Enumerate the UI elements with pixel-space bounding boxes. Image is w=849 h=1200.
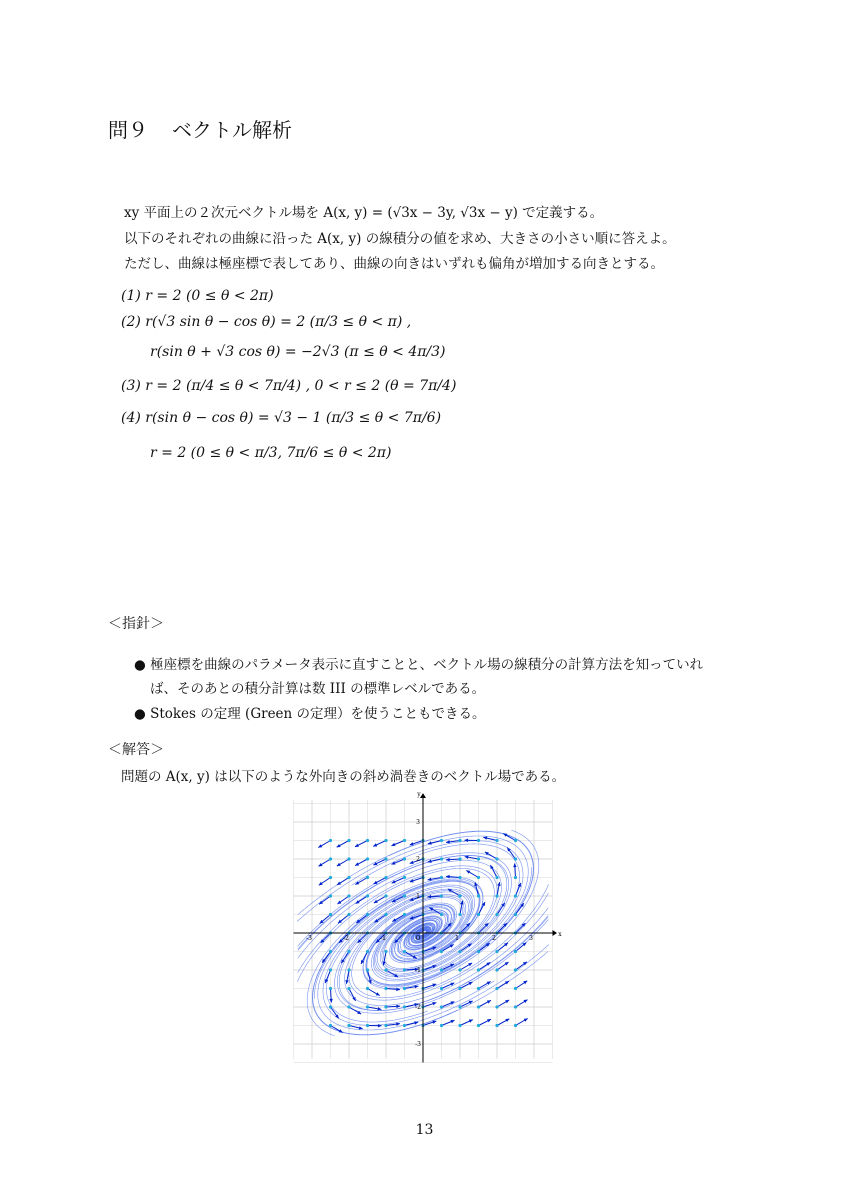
field-arrowhead — [396, 1005, 400, 1008]
field-arrowhead — [428, 878, 432, 881]
field-point — [440, 857, 443, 860]
field-arrowhead — [427, 895, 431, 898]
field-point — [495, 1024, 498, 1027]
field-arrowhead — [377, 1007, 381, 1010]
field-point — [384, 913, 387, 916]
field-point — [514, 839, 517, 842]
field-point — [384, 876, 387, 879]
field-point — [514, 894, 517, 897]
field-point — [329, 987, 332, 990]
field-point — [403, 913, 406, 916]
field-point — [458, 876, 461, 879]
field-point — [495, 950, 498, 953]
field-arrowhead — [410, 842, 414, 845]
field-arrowhead — [432, 1021, 436, 1024]
field-point — [514, 950, 517, 953]
field-point — [347, 987, 350, 990]
problem-name: ベクトル解析 — [172, 118, 292, 142]
field-arrowhead — [497, 882, 500, 886]
item-1: (1) r = 2 (0 ≤ θ < 2π) — [121, 288, 274, 304]
field-point — [384, 1024, 387, 1027]
x-tick-label: -2 — [343, 935, 349, 942]
field-point — [514, 913, 517, 916]
x-axis-label: x — [558, 931, 562, 938]
field-point — [329, 950, 332, 953]
x-tick-label: 3 — [529, 935, 533, 942]
field-point — [329, 968, 332, 971]
field-arrowhead — [446, 858, 450, 861]
field-point — [440, 876, 443, 879]
field-point — [366, 913, 369, 916]
field-point — [458, 839, 461, 842]
x-tick-label: -1 — [380, 935, 386, 942]
field-point — [458, 857, 461, 860]
item-4a: (4) r(sin θ − cos θ) = √3 − 1 (π/3 ≤ θ < 7π/6) — [121, 410, 442, 426]
problem-line-2: 以下のそれぞれの曲線に沿った A(x, y) の線積分の値を求め、大きさの小さい順に答えよ。 — [124, 231, 676, 247]
field-point — [495, 913, 498, 916]
field-point — [477, 913, 480, 916]
field-point — [514, 1005, 517, 1008]
field-arrowhead — [329, 999, 332, 1003]
field-point — [477, 857, 480, 860]
field-point — [458, 1005, 461, 1008]
y-tick-label: 3 — [416, 819, 420, 826]
problem-number: 問９ — [108, 118, 148, 142]
y-tick-label: -1 — [415, 967, 421, 974]
field-point — [347, 839, 350, 842]
field-point — [366, 894, 369, 897]
origin-label: O — [415, 935, 421, 942]
field-point — [384, 968, 387, 971]
field-point — [477, 1024, 480, 1027]
field-point — [329, 1024, 332, 1027]
field-point — [366, 839, 369, 842]
field-point — [458, 1024, 461, 1027]
field-point — [477, 968, 480, 971]
field-point — [440, 987, 443, 990]
field-point — [495, 839, 498, 842]
field-point — [329, 1005, 332, 1008]
field-point — [384, 839, 387, 842]
field-point — [347, 1024, 350, 1027]
field-point — [440, 839, 443, 842]
y-axis-arrowhead — [420, 793, 426, 798]
field-point — [440, 1024, 443, 1027]
field-point — [403, 1005, 406, 1008]
field-point — [477, 1005, 480, 1008]
field-point — [329, 876, 332, 879]
field-point — [329, 913, 332, 916]
field-line — [312, 931, 548, 1035]
field-arrowhead — [432, 1002, 436, 1005]
problem-line-1: xy 平面上の２次元ベクトル場を A(x, y) = (√3x − 3y, √3x − y) で定義する。 — [124, 205, 604, 221]
field-point — [403, 876, 406, 879]
field-point — [366, 857, 369, 860]
field-point — [366, 1005, 369, 1008]
field-point — [514, 857, 517, 860]
item-4b: r = 2 (0 ≤ θ < π/3, 7π/6 ≤ θ < 2π) — [150, 445, 392, 461]
answer-text: 問題の A(x, y) は以下のような外向きの斜め渦巻きのベクトル場である。 — [121, 769, 566, 785]
field-point — [495, 876, 498, 879]
field-line — [298, 831, 534, 935]
hint-bullet-1: ● 極座標を曲線のパラメータ表示に直すことと、ベクトル場の線積分の計算方法を知っていれ — [134, 657, 704, 673]
field-point — [495, 987, 498, 990]
field-point — [384, 857, 387, 860]
field-point — [403, 1024, 406, 1027]
field-arrowhead — [410, 861, 414, 864]
field-point — [440, 968, 443, 971]
item-3: (3) r = 2 (π/4 ≤ θ < 7π/4) , 0 < r ≤ 2 (θ = 7π/4) — [121, 378, 457, 394]
field-point — [440, 894, 443, 897]
x-axis-arrowhead — [553, 930, 557, 936]
field-arrowhead — [513, 863, 516, 867]
field-point — [477, 894, 480, 897]
field-point — [440, 950, 443, 953]
hint-bullet-2: ● Stokes の定理 (Green の定理）を使うこともできる。 — [134, 706, 486, 722]
field-point — [366, 1024, 369, 1027]
field-point — [477, 987, 480, 990]
field-point — [495, 1005, 498, 1008]
field-point — [458, 968, 461, 971]
field-arrowhead — [345, 980, 348, 984]
field-point — [514, 968, 517, 971]
field-point — [384, 894, 387, 897]
field-point — [384, 1005, 387, 1008]
field-point — [458, 894, 461, 897]
field-point — [458, 913, 461, 916]
field-point — [384, 950, 387, 953]
field-point — [347, 876, 350, 879]
field-arrowhead — [415, 985, 419, 988]
y-tick-label: 2 — [416, 856, 420, 863]
field-point — [329, 894, 332, 897]
field-point — [329, 857, 332, 860]
field-point — [495, 894, 498, 897]
problem-line-3: ただし、曲線は極座標で表してあり、曲線の向きはいずれも偏角が増加する向きとする。 — [124, 256, 664, 272]
field-point — [477, 950, 480, 953]
field-point — [458, 987, 461, 990]
field-point — [440, 1005, 443, 1008]
field-point — [514, 987, 517, 990]
field-point — [514, 1024, 517, 1027]
field-point — [347, 857, 350, 860]
item-2b: r(sin θ + √3 cos θ) = −2√3 (π ≤ θ < 4π/3) — [150, 344, 446, 360]
field-point — [440, 913, 443, 916]
field-point — [347, 894, 350, 897]
field-point — [458, 950, 461, 953]
field-point — [403, 950, 406, 953]
field-point — [366, 950, 369, 953]
field-point — [347, 968, 350, 971]
field-point — [403, 987, 406, 990]
problem-title — [108, 114, 292, 143]
x-tick-label: 2 — [492, 935, 496, 942]
field-point — [403, 857, 406, 860]
field-point — [495, 968, 498, 971]
page-number: 13 — [415, 1122, 434, 1138]
vector-field-figure — [290, 791, 562, 1066]
field-point — [495, 857, 498, 860]
field-point — [477, 839, 480, 842]
field-point — [366, 987, 369, 990]
hint-heading: ＜指針＞ — [108, 616, 164, 632]
field-point — [329, 839, 332, 842]
field-point — [366, 876, 369, 879]
y-tick-label: -3 — [415, 1041, 421, 1048]
hint-bullet-1-line-1: 極座標を曲線のパラメータ表示に直すことと、ベクトル場の線積分の計算方法を知っていれ — [150, 657, 704, 673]
field-point — [514, 876, 517, 879]
x-tick-label: 1 — [455, 935, 459, 942]
field-arrowhead — [465, 855, 469, 858]
item-2a: (2) r(√3 sin θ − cos θ) = 2 (π/3 ≤ θ < π) , — [121, 314, 412, 330]
field-point — [403, 894, 406, 897]
field-point — [347, 950, 350, 953]
field-point — [477, 876, 480, 879]
y-axis-label: y — [417, 791, 421, 799]
field-point — [347, 913, 350, 916]
hint-bullet-1-line-2: ば、そのあとの積分計算は数 III の標準レベルである。 — [150, 681, 486, 697]
answer-heading: ＜解答＞ — [108, 742, 164, 758]
x-tick-label: -3 — [306, 935, 312, 942]
field-line — [534, 916, 548, 932]
field-point — [384, 987, 387, 990]
field-point — [403, 839, 406, 842]
field-point — [347, 1005, 350, 1008]
field-point — [366, 968, 369, 971]
field-point — [403, 968, 406, 971]
y-tick-label: 1 — [416, 893, 420, 900]
hint-bullet-2-line-1: Stokes の定理 (Green の定理）を使うこともできる。 — [150, 706, 486, 722]
y-tick-label: -2 — [415, 1004, 421, 1011]
